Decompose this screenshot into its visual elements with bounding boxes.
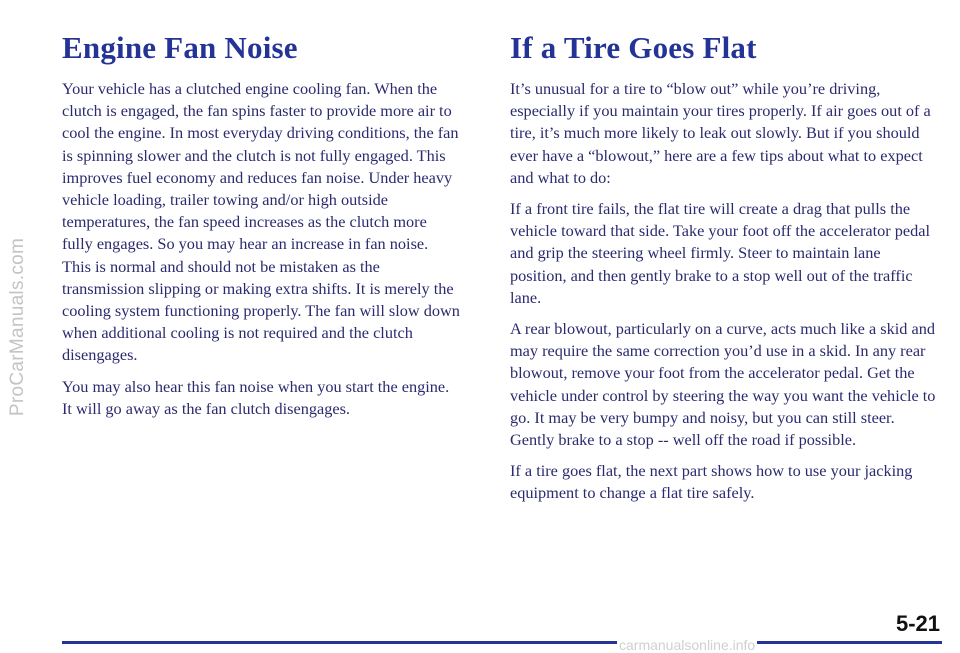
- tire-goes-flat-section: [510, 30, 938, 514]
- paragraph: If a tire goes flat, the next part shows how to use your jacking equipment to change a flat tire safely.: [510, 461, 913, 503]
- paragraph: You may also hear this fan noise when you start the engine. It will go away as the fan clutch disengages.: [62, 376, 450, 418]
- paragraph: Your vehicle has a clutched engine cooling fan. When the clutch is engaged, the fan spins faster to provide more air to cool the engine. In most everyday driving conditions, the fan is spinning slower and the clutch is not fully engaged. This improves fuel economy and reduces fan noise. Under heavy vehicle loading, trailer towing and/or high outside temperatures, the fan speed increases as the clutch more fully engages. So you may hear an increase in fan noise. This is normal and should not be mistaken as the transmission slipping or making extra shifts. It is merely the cooling system functioning properly. The fan will slow down when additional cooling is not required and the clutch disengages.: [62, 79, 460, 365]
- bottom-watermark: carmanualsonline.info: [619, 637, 756, 653]
- engine-fan-noise-section: [62, 30, 460, 429]
- section-heading-tire-goes-flat: If a Tire Goes Flat: [510, 30, 757, 65]
- side-watermark-text: ProCarManuals.com: [7, 237, 28, 416]
- section-heading-engine-fan-noise: Engine Fan Noise: [62, 30, 298, 65]
- paragraph: If a front tire fails, the flat tire will create a drag that pulls the vehicle toward that side. Take your foot off the accelerator pedal and grip the steering wheel firmly. Steer to maintain lane position, and then gently brake to a stop well out of the traffic lane.: [510, 199, 931, 307]
- paragraph: A rear blowout, particularly on a curve, acts much like a skid and may require the same correction you’d use in a skid. In any rear blowout, remove your foot from the accelerator pedal. Get the vehicle under control by steering the way you want the vehicle to go. It may be very bumpy and noisy, but you can still steer. Gently brake to a stop -- well off the road if possible.: [510, 319, 936, 450]
- side-watermark: [6, 0, 30, 653]
- page-number: 5-21: [895, 611, 940, 636]
- paragraph: It’s unusual for a tire to “blow out” while you’re driving, especially if you maintain your tires properly. If air goes out of a tire, it’s much more likely to leak out slowly. But if you should ever have a “blowout,” here are a few tips about what to expect and what to do:: [510, 79, 931, 187]
- footer-rule: [62, 641, 942, 644]
